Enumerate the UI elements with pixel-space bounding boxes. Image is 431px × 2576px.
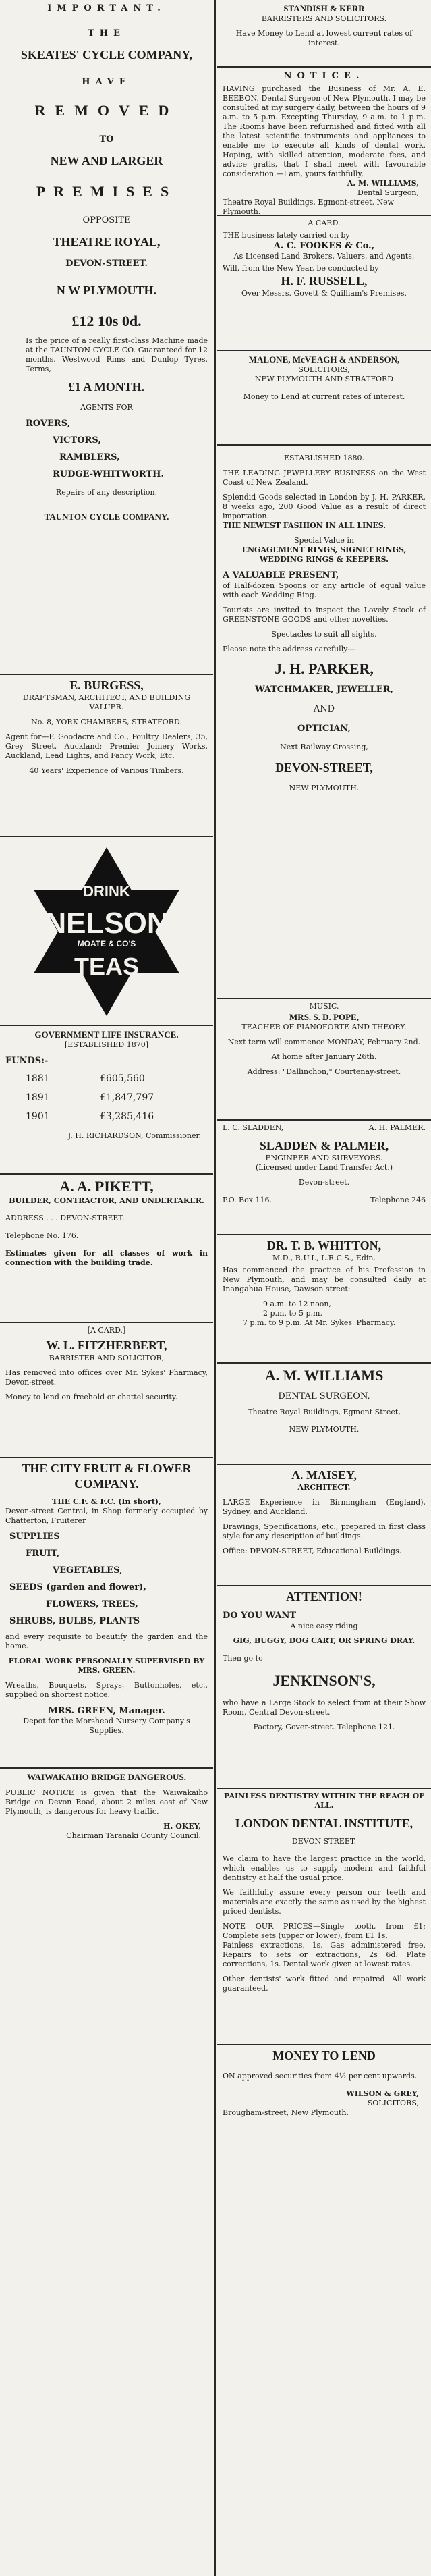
waiwakaiho-role: Chairman Taranaki County Council. <box>66 1831 201 1840</box>
notice-body: HAVING purchased the Business of Mr. A. E. BEEBON, Dental Surgeon of New Plymouth, I may be consulted at my surgery daily, between the hours of 9 a.m. to 5 p.m. Excepting Thursday, 9 a.m. to 1 p.m. The Rooms have been refurnished and fitted with all the latest scientific instruments and appliances to enable me to execute all kinds of dental work. Hoping, with skilled attention, moderate fees, and advice gratis, that I shall meet with favourable consideration.—I am, yours faithfully, <box>223 84 426 178</box>
maisey-office: Office: DEVON-STREET, Educational Buildings. <box>223 1547 402 1555</box>
parker-street: DEVON-STREET, <box>275 761 373 774</box>
burgess-experience: 40 Years' Experience of Various Timbers. <box>29 766 184 775</box>
jenkinson-body: who have a Large Stock to select from at their Show Room, Central Devon-street. <box>223 1698 426 1717</box>
nelson-text: NELSON <box>45 907 169 940</box>
sladden-street: Devon-street. <box>298 1178 350 1187</box>
williams-ad <box>217 1364 431 1465</box>
column-divider <box>214 0 216 2576</box>
agents-label: AGENTS FOR <box>80 403 133 412</box>
cityfruit-manager: MRS. GREEN, Manager. <box>48 1706 165 1716</box>
price-label: £12 10s 0d. <box>71 313 142 329</box>
malone-title: SOLICITORS, <box>298 365 350 374</box>
williams-town: NEW PLYMOUTH. <box>289 1425 360 1434</box>
supply-item: FRUIT, <box>26 1549 60 1559</box>
williams-address: Theatre Royal Buildings, Egmont Street, <box>248 1407 401 1416</box>
city-fruit-ad <box>0 1458 213 1769</box>
parker-fashion: THE NEWEST FASHION IN ALL LINES. <box>223 521 386 530</box>
fitz-money: Money to lend on freehold or chattel security. <box>5 1393 178 1401</box>
funds-label: FUNDS:- <box>5 1056 49 1066</box>
money-body: ON approved securities from 4½ per cent upwards. <box>223 2072 418 2081</box>
brand-list <box>5 418 208 480</box>
maisey-ad <box>217 1465 431 1586</box>
cityfruit-everything: and every requisite to beautify the garden and the home. <box>5 1632 208 1651</box>
sladden-title: ENGINEER AND SURVEYORS. <box>265 1154 383 1162</box>
parker-name: J. H. PARKER, <box>275 660 374 677</box>
have-label: HAVE <box>82 77 132 87</box>
money-sign: WILSON & GREY, <box>346 2089 419 2098</box>
new-larger-label: NEW AND LARGER <box>50 154 163 167</box>
fookes-name2: H. F. RUSSELL, <box>281 274 368 288</box>
burgess-address: No. 8, YORK CHAMBERS, STRATFORD. <box>31 718 182 726</box>
pope-title: TEACHER OF PIANOFORTE AND THEORY. <box>241 1023 407 1031</box>
dental-painless: PAINLESS DENTISTRY WITHIN THE REACH OF ALL. <box>223 1792 425 1810</box>
jenkinson-ad <box>217 1586 431 1789</box>
left-column <box>0 0 213 2576</box>
supply-item: FLOWERS, TREES, <box>46 1599 138 1609</box>
sladden-right: A. H. PALMER. <box>368 1123 426 1132</box>
parker-optician: OPTICIAN, <box>297 724 351 734</box>
notice-title: NOTICE. <box>283 71 365 81</box>
malone-name: MALONE, McVEAGH & ANDERSON, <box>248 354 400 365</box>
parker-tourists: Tourists are invited to inspect the Lovely Stock of GREENSTONE GOODS and other novelties. <box>223 606 426 624</box>
pikett-address: ADDRESS . . . DEVON-STREET. <box>5 1214 125 1223</box>
parker-spectacles: Spectacles to suit all sights. <box>271 630 377 639</box>
dental-faithfully: We faithfully assure every person our teeth and materials are exactly the same as used by the highest priced dentists. <box>223 1888 426 1916</box>
footer-label: TAUNTON CYCLE COMPANY. <box>44 512 169 522</box>
parker-town: NEW PLYMOUTH. <box>289 784 360 793</box>
money-to-lend-ad <box>217 2045 431 2171</box>
waiwakaiho-sign: H. OKEY, <box>163 1822 201 1831</box>
pikett-estimates: Estimates given for all classes of work in connection with the building trade. <box>5 1249 208 1267</box>
parker-and: AND <box>313 704 335 714</box>
standish-name: STANDISH & KERR <box>283 3 365 14</box>
cityfruit-wreaths: Wreaths, Bouquets, Sprays, Buttonholes, etc., supplied on shortest notice. <box>5 1681 208 1699</box>
malone-place: NEW PLYMOUTH AND STRATFORD <box>254 375 394 383</box>
fookes-body3: Will, from the New Year, be conducted by <box>223 264 379 273</box>
pope-home: At home after January 26th. <box>271 1052 377 1061</box>
price-body: Is the price of a really first-class Machine made at the TAUNTON CYCLE CO. Guaranteed for 12 months. Westwood Rims and Dunlop Tyres. Terms, <box>26 336 208 373</box>
drink-text: DRINK <box>83 883 130 900</box>
theatre-label: THEATRE ROYAL, <box>53 235 161 248</box>
star-logo <box>19 844 194 1019</box>
money-title: MONEY TO LEND <box>272 2049 376 2062</box>
whitton-hour: 9 a.m. to 12 noon, <box>263 1299 331 1308</box>
jenkinson-name: JENKINSON'S, <box>272 1672 376 1689</box>
fookes-ad <box>217 216 431 351</box>
jenkinson-then: Then go to <box>223 1654 263 1663</box>
london-dental-ad <box>217 1789 431 2045</box>
dental-body: We claim to have the largest practice in the world, which enables us to supply modern and faithful dentistry at half the usual price. <box>223 1854 426 1882</box>
cityfruit-depot: Depot for the Morshead Nursery Company's Supplies. <box>23 1717 190 1735</box>
money-address: Brougham-street, New Plymouth. <box>223 2108 349 2117</box>
maisey-body: LARGE Experience in Birmingham (England), Sydney, and Auckland. <box>223 1498 426 1516</box>
pope-ad <box>217 999 431 1121</box>
teas-text: TEAS <box>74 952 140 980</box>
standish-title: BARRISTERS AND SOLICITORS. <box>261 14 387 23</box>
pikett-telephone: Telephone No. 176. <box>5 1231 79 1240</box>
parker-established: ESTABLISHED 1880. <box>284 454 364 462</box>
fitzherbert-ad <box>0 1323 213 1458</box>
fookes-card: A CARD. <box>308 219 341 227</box>
sladden-name: SLADDEN & PALMER, <box>259 1139 389 1152</box>
waiwakaiho-body: PUBLIC NOTICE is given that the Waiwakaiho Bridge on Devon Road, about 2 miles east of New Plymouth, is dangerous for heavy traffic. <box>5 1788 208 1816</box>
jenkinson-title: ATTENTION! <box>286 1590 362 1603</box>
govt-life-ad <box>0 1026 213 1175</box>
brand-item: RUDGE-WHITWORTH. <box>53 469 164 479</box>
cityfruit-body: Devon-street Central, in Shop formerly occupied by Chatterton, Fruiterer <box>5 1507 208 1525</box>
williams-name: A. M. WILLIAMS <box>264 1367 384 1384</box>
standish-ad <box>217 0 431 68</box>
nelson-star <box>5 840 208 1023</box>
standish-body: Have Money to Lend at lowest current rates of interest. <box>235 29 413 47</box>
supply-item: VEGETABLES, <box>53 1565 123 1576</box>
brand-item: VICTORS, <box>53 435 101 446</box>
the-label: THE <box>88 28 125 38</box>
fitz-body: Has removed into offices over Mr. Sykes' Pharmacy, Devon-street. <box>5 1368 208 1387</box>
repairs-label: Repairs of any description. <box>55 488 158 497</box>
town-label: N W PLYMOUTH. <box>56 284 157 297</box>
malone-ad <box>217 351 431 446</box>
parker-next: Next Railway Crossing, <box>280 743 368 751</box>
whitton-ad <box>217 1235 431 1364</box>
parker-lead: THE LEADING JEWELLERY BUSINESS on the West Coast of New Zealand. <box>223 468 426 487</box>
whitton-quals: M.D., R.U.I., L.R.C.S., Edin. <box>272 1254 376 1262</box>
notice-ad <box>217 68 431 216</box>
sladden-left: L. C. SLADDEN, <box>223 1123 284 1132</box>
fund-row: 1891 £1,847,797 <box>26 1092 154 1103</box>
to-label: TO <box>99 134 114 144</box>
removed-label: REMOVED <box>34 102 179 119</box>
burgess-agent: Agent for—F. Goodacre and Co., Poultry Dealers, 35, Grey Street, Auckland; Premier Joinery Works, Auckland, Lead Lights, and Fancy Work, Etc. <box>5 732 208 760</box>
skeates-cycle-ad <box>0 0 213 675</box>
supply-item: SUPPLIES <box>9 1532 60 1542</box>
fund-row: 1881 £605,560 <box>26 1073 145 1084</box>
brand-item: RAMBLERS, <box>59 452 120 462</box>
important-label: IMPORTANT. <box>47 3 166 14</box>
whitton-hour: 7 p.m. to 9 p.m. At Mr. Sykes' Pharmacy. <box>243 1318 396 1327</box>
whitton-body: Has commenced the practice of his Profession in New Plymouth, and may be consulted daily at Inangahua House, Dawson street: <box>223 1266 426 1293</box>
right-column <box>217 0 431 2576</box>
pikett-trade: BUILDER, CONTRACTOR, AND UNDERTAKER. <box>9 1196 204 1205</box>
notice-sign: A. M. WILLIAMS, <box>347 179 419 188</box>
pope-music: MUSIC. <box>309 1002 339 1011</box>
opposite-label: OPPOSITE <box>82 215 131 225</box>
jenkinson-nice: A nice easy riding <box>290 1621 358 1630</box>
fookes-body2: As Licensed Land Brokers, Valuers, and Agents, <box>233 252 415 261</box>
pope-address: Address: "Dallinchon," Courtenay-street. <box>247 1067 401 1076</box>
burgess-ad <box>0 675 213 837</box>
parker-please: Please note the address carefully— <box>223 645 355 653</box>
fitz-card: [A CARD.] <box>87 1326 126 1335</box>
moate-text: MOATE & CO'S <box>77 939 136 948</box>
fookes-name1: A. C. FOOKES & Co., <box>273 241 375 251</box>
parker-goods: Splendid Goods selected in London by J. H. PARKER, 8 weeks ago, 200 Good Value as a result of direct importation. <box>223 493 426 520</box>
company-name: SKEATES' CYCLE COMPANY, <box>20 48 193 61</box>
dental-extractions: Painless extractions, 1s. Gas administered free. Repairs to sets or extractions, 2s 6d. Plate corrections, 1s. Dental work given at lowest rates. <box>223 1941 426 1968</box>
cityfruit-floral: FLORAL WORK PERSONALLY SUPERVISED BY MRS. GREEN. <box>8 1657 205 1675</box>
fookes-body4: Over Messrs. Govett & Quilliam's Premises. <box>241 289 407 298</box>
govt-life-title: GOVERNMENT LIFE INSURANCE. <box>34 1029 179 1040</box>
whitton-name: DR. T. B. WHITTON, <box>266 1239 382 1252</box>
dental-name: LONDON DENTAL INSTITUTE, <box>235 1817 413 1830</box>
sladden-names <box>223 1123 426 1133</box>
cityfruit-name: THE CITY FRUIT & FLOWER COMPANY. <box>22 1461 192 1491</box>
fitz-title: BARRISTER AND SOLICITOR, <box>49 1353 165 1362</box>
premises-label: PREMISES <box>36 183 177 200</box>
sladden-telephone: Telephone 246 <box>370 1196 426 1204</box>
notice-address: Theatre Royal Buildings, Egmont-street, New Plymouth. <box>223 198 395 216</box>
malone-money: Money to Lend at current rates of interest. <box>243 392 405 401</box>
pikett-name: A. A. PIKETT, <box>59 1178 154 1195</box>
williams-title: DENTAL SURGEON, <box>278 1391 370 1401</box>
fookes-body1: THE business lately carried on by <box>223 231 350 240</box>
govt-life-established: [ESTABLISHED 1870] <box>64 1040 149 1049</box>
maisey-name: A. MAISEY, <box>291 1468 357 1482</box>
street-label: DEVON-STREET. <box>65 259 148 269</box>
money-role: SOLICITORS, <box>367 2099 419 2108</box>
dental-warrant: Other dentists' work fitted and repaired. All work guaranteed. <box>223 1975 426 1993</box>
sladden-contact <box>223 1196 426 1205</box>
parker-trade: WATCHMAKER, JEWELLER, <box>254 685 394 695</box>
maisey-drawings: Drawings, Specifications, etc., prepared in first class style for any description of buildings. <box>223 1522 426 1540</box>
supply-item: SHRUBS, BULBS, PLANTS <box>9 1616 140 1626</box>
fund-row: 1901 £3,285,416 <box>26 1111 154 1122</box>
jenkinson-q: DO YOU WANT <box>223 1611 297 1621</box>
whitton-hour: 2 p.m. to 5 p.m. <box>263 1309 322 1318</box>
pikett-ad <box>0 1175 213 1323</box>
sladden-box: P.O. Box 116. <box>223 1196 272 1204</box>
parker-present: A VALUABLE PRESENT, <box>223 570 339 581</box>
parker-ad <box>217 446 431 999</box>
maisey-title: ARCHITECT. <box>297 1483 351 1492</box>
jenkinson-items: GIG, BUGGY, DOG CART, OR SPRING DRAY. <box>233 1636 415 1645</box>
sladden-ad <box>217 1121 431 1235</box>
waiwakaiho-title: WAIWAKAIHO BRIDGE DANGEROUS. <box>27 1772 186 1782</box>
dental-street: DEVON STREET. <box>291 1837 357 1846</box>
monthly-label: £1 A MONTH. <box>68 380 145 394</box>
jenkinson-factory: Factory, Gover-street. Telephone 121. <box>253 1723 395 1732</box>
notice-role: Dental Surgeon, <box>357 188 419 197</box>
parker-special: Special Value in <box>293 536 355 545</box>
burgess-name: E. BURGESS, <box>69 678 144 692</box>
pope-body: Next term will commence MONDAY, February 2nd. <box>227 1038 421 1046</box>
dental-prices: NOTE OUR PRICES—Single tooth, from £1; Complete sets (upper or lower), from £1 1s. <box>223 1922 426 1940</box>
brand-item: ROVERS, <box>26 419 71 429</box>
burgess-trade: DRAFTSMAN, ARCHITECT, AND BUILDING VALUER. <box>22 693 191 712</box>
cityfruit-shops: THE C.F. & F.C. (In short), <box>52 1497 161 1506</box>
pope-name: MRS. S. D. POPE, <box>289 1012 359 1022</box>
parker-rings: ENGAGEMENT RINGS, SIGNET RINGS, WEDDING RINGS & KEEPERS. <box>241 545 407 564</box>
nelson-teas-ad <box>0 837 213 1026</box>
waiwakaiho-ad <box>0 1769 213 1901</box>
fitz-name: W. L. FITZHERBERT, <box>46 1339 167 1352</box>
sladden-licensed: (Licensed under Land Transfer Act.) <box>255 1163 393 1172</box>
parker-present-body: of Half-dozen Spoons or any article of equal value with each Wedding Ring. <box>223 581 426 599</box>
commissioner: J. H. RICHARDSON, Commissioner. <box>67 1131 201 1140</box>
supply-item: SEEDS (garden and flower), <box>9 1582 146 1592</box>
